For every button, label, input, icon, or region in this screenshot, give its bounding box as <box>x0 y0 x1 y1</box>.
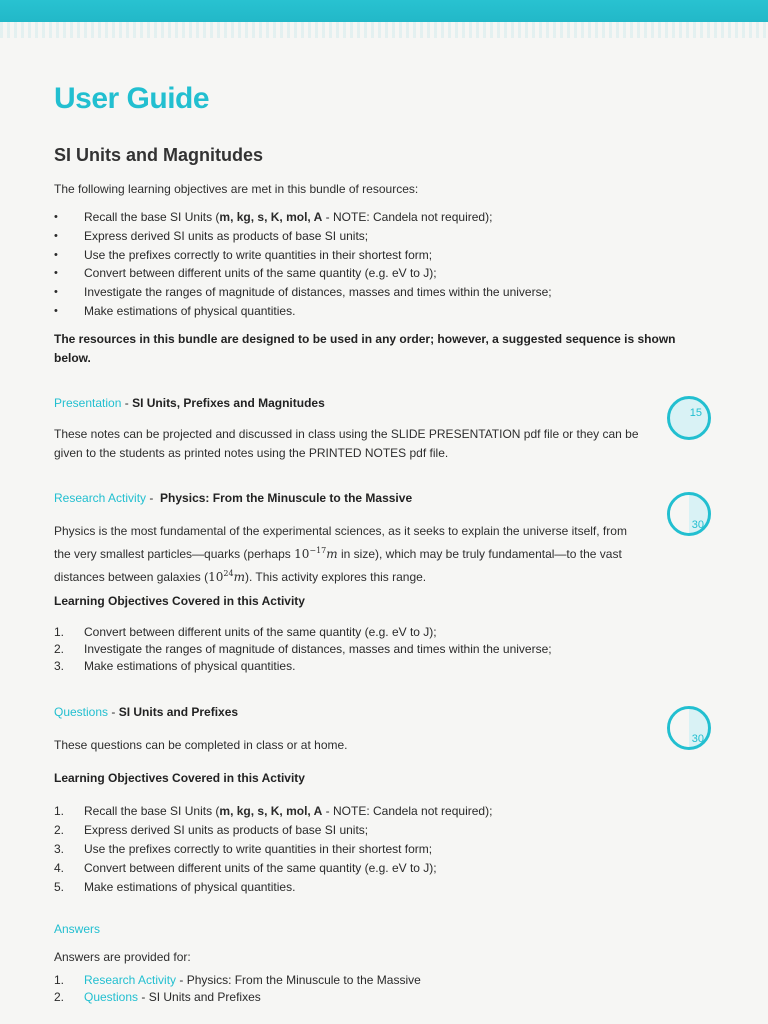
list-item: • Recall the base SI Units (m, kg, s, K, mol, A - NOTE: Candela not required); <box>54 208 552 227</box>
intro-lead: The following learning objectives are met in this bundle of resources: <box>54 182 419 196</box>
list-item: 3. Make estimations of physical quantities. <box>54 659 296 673</box>
order-note: The resources in this bundle are designed to be used in any order; however, a suggested sequence is shown below. <box>54 332 676 365</box>
questions-heading: Questions - SI Units and Prefixes <box>54 705 239 719</box>
timer-30-questions-label: 30 <box>691 733 704 745</box>
research-lo-heading: Learning Objectives Covered in this Activity <box>54 594 305 608</box>
timer-15-label: 15 <box>689 407 702 419</box>
answers-label[interactable]: Answers <box>54 922 101 936</box>
list-item: • Use the prefixes correctly to write quantities in their shortest form; <box>54 246 552 265</box>
list-item: 1. Research Activity - Physics: From the Minuscule to the Massive <box>54 973 421 987</box>
top-brush-band <box>0 0 768 22</box>
questions-name: SI Units and Prefixes <box>118 705 239 719</box>
questions-lo-heading: Learning Objectives Covered in this Activity <box>54 771 305 785</box>
presentation-label[interactable]: Presentation <box>54 396 122 410</box>
list-item: • Investigate the ranges of magnitude of distances, masses and times within the universe; <box>54 283 552 302</box>
answers-lead: Answers are provided for: <box>54 950 191 964</box>
research-label[interactable]: Research Activity <box>54 491 147 505</box>
list-item: 5. Make estimations of physical quantities. <box>54 880 296 894</box>
answers-research-link[interactable]: Research Activity <box>84 973 177 987</box>
answers-heading <box>54 922 100 936</box>
top-brush-texture <box>0 20 768 38</box>
research-heading: Research Activity - Physics: From the Minuscule to the Massive <box>54 491 413 505</box>
presentation-name: SI Units, Prefixes and Magnitudes <box>132 396 325 410</box>
questions-label[interactable]: Questions <box>54 705 109 719</box>
presentation-body: These notes can be projected and discussed in class using the SLIDE PRESENTATION pdf file or they can be given to the students as printed notes using the PRINTED NOTES pdf file. <box>54 427 639 460</box>
list-item: 1. Convert between different units of the same quantity (e.g. eV to J); <box>54 625 437 639</box>
answers-list <box>54 972 421 1006</box>
list-item: 1. Recall the base SI Units (m, kg, s, K, mol, A - NOTE: Candela not required); <box>54 804 493 818</box>
quark-size-expression: $10^{-17}m$ <box>294 546 338 561</box>
timer-30-research-label: 30 <box>691 519 704 531</box>
galaxy-distance-expression: $10^{24}m$ <box>208 569 245 584</box>
list-item: 4. Convert between different units of the same quantity (e.g. eV to J); <box>54 861 437 875</box>
page-title: User Guide <box>54 82 210 115</box>
page-subtitle: SI Units and Magnitudes <box>54 145 264 165</box>
list-item: 2. Questions - SI Units and Prefixes <box>54 990 261 1004</box>
research-name: Physics: From the Minuscule to the Massive <box>160 491 413 505</box>
list-item: 2. Investigate the ranges of magnitude of distances, masses and times within the universe; <box>54 642 552 656</box>
list-item: 2. Express derived SI units as products of base SI units; <box>54 823 369 837</box>
bundle-objectives-list <box>54 208 552 321</box>
list-item: • Make estimations of physical quantities. <box>54 302 552 321</box>
list-item: • Convert between different units of the same quantity (e.g. eV to J); <box>54 264 552 283</box>
timer-15-icon <box>667 396 711 440</box>
list-item: 3. Use the prefixes correctly to write quantities in their shortest form; <box>54 842 433 856</box>
questions-objectives-list <box>54 802 492 897</box>
presentation-heading: Presentation - SI Units, Prefixes and Magnitudes <box>54 396 325 410</box>
questions-body: These questions can be completed in class or at home. <box>54 738 348 752</box>
research-body: Physics is the most fundamental of the experimental sciences, as it seeks to explain the universe itself, from the very smallest particles—quarks (perhaps $10^{-17}m$ in size), which may be truly fundamental—to the vast distances between galaxies $(10^{24}m)$. This activity explores this range. <box>54 524 627 584</box>
list-item: • Express derived SI units as products of base SI units; <box>54 227 552 246</box>
research-objectives-list <box>54 624 552 675</box>
timer-30-questions-icon <box>667 706 711 750</box>
answers-questions-link[interactable]: Questions <box>84 990 139 1004</box>
timer-30-research-icon <box>667 492 711 536</box>
